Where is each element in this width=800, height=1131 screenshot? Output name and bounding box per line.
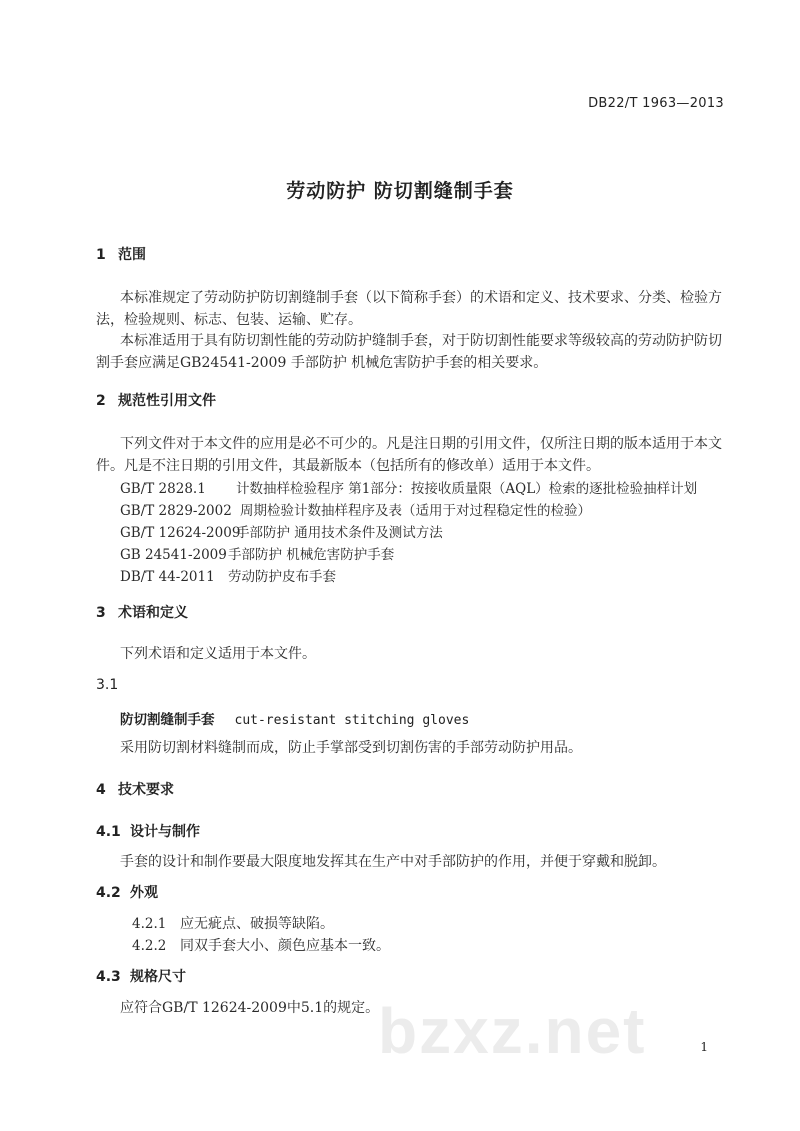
clause-item [132, 913, 334, 933]
paragraph-line: 法，检验规则、标志、包装、运输、贮存。 [96, 312, 362, 328]
paragraph-line: 本标准适用于具有防切割性能的劳动防护缝制手套，对于防切割性能要求等级较高的劳动防护防切 [120, 333, 722, 349]
paragraph-line: 下列术语和定义适用于本文件。 [120, 646, 316, 662]
section-title: 规范性引用文件 [118, 393, 216, 409]
term-english: cut-resistant stitching gloves [234, 713, 470, 728]
section-title: 范围 [118, 247, 146, 263]
subsection-4-1-heading [96, 821, 200, 841]
subsection-number: 4.3 [96, 969, 121, 985]
standard-code: DB22/T 1963—2013 [588, 96, 724, 111]
section-number: 2 [96, 393, 106, 409]
subsection-title: 设计与制作 [130, 824, 200, 840]
paragraph-line: 件。凡是不注日期的引用文件，其最新版本（包括所有的修改单）适用于本文件。 [96, 458, 600, 474]
reference-item [120, 565, 336, 585]
section-4-heading [96, 779, 174, 799]
term-entry [120, 708, 469, 728]
reference-item [120, 477, 697, 497]
reference-item [120, 499, 591, 519]
paragraph-line: 割手套应满足GB24541-2009 手部防护 机械危害防护手套的相关要求。 [96, 355, 548, 371]
watermark: bzxz.net [378, 995, 647, 1067]
section-number: 3 [96, 605, 106, 621]
paragraph-line: 本标准规定了劳动防护防切割缝制手套（以下简称手套）的术语和定义、技术要求、分类、检验方 [120, 290, 722, 306]
reference-title: 计数抽样检验程序 第1部分：按接收质量限（AQL）检索的逐批检验抽样计划 [236, 481, 698, 497]
paragraph-line: 下列文件对于本文件的应用是必不可少的。凡是注日期的引用文件，仅所注日期的版本适用于本文 [120, 436, 722, 452]
term-definition: 采用防切割材料缝制而成，防止手掌部受到切割伤害的手部劳动防护用品。 [120, 740, 582, 756]
clause-item [132, 935, 390, 955]
reference-code: DB/T 44-2011 [120, 569, 215, 585]
paragraph-line: 手套的设计和制作要最大限度地发挥其在生产中对手部防护的作用，并便于穿戴和脱卸。 [120, 854, 666, 870]
reference-code: GB 24541-2009 [120, 547, 227, 563]
reference-title: 手部防护 通用技术条件及测试方法 [236, 525, 443, 541]
subsection-title: 外观 [130, 885, 158, 901]
clause-number: 4.2.2 [132, 938, 167, 954]
reference-title: 手部防护 机械危害防护手套 [228, 547, 395, 563]
clause-number: 4.2.1 [132, 916, 167, 932]
section-title: 技术要求 [118, 782, 174, 798]
reference-code: GB/T 2828.1 [120, 481, 206, 497]
section-2-heading [96, 390, 216, 410]
term-chinese: 防切割缝制手套 [120, 712, 215, 728]
section-3-heading [96, 602, 188, 622]
reference-item [120, 521, 443, 541]
paragraph-line: 应符合GB/T 12624-2009中5.1的规定。 [120, 1000, 380, 1016]
section-number: 4 [96, 782, 106, 798]
section-1-heading [96, 244, 146, 264]
section-title: 术语和定义 [118, 605, 188, 621]
reference-code: GB/T 2829-2002 [120, 503, 232, 519]
subsection-title: 规格尺寸 [130, 969, 186, 985]
subsection-number: 4.1 [96, 824, 121, 840]
reference-code: GB/T 12624-2009 [120, 525, 241, 541]
reference-title: 周期检验计数抽样程序及表（适用于对过程稳定性的检验） [240, 503, 591, 519]
subsection-number: 4.2 [96, 885, 121, 901]
term-number: 3.1 [96, 677, 119, 693]
page-number: 1 [700, 1040, 708, 1054]
subsection-4-3-heading [96, 966, 186, 986]
reference-title: 劳动防护皮布手套 [228, 569, 336, 585]
document-title: 劳动防护 防切割缝制手套 [286, 180, 514, 202]
subsection-4-2-heading [96, 882, 158, 902]
clause-text: 同双手套大小、颜色应基本一致。 [180, 938, 390, 954]
section-number: 1 [96, 247, 106, 263]
reference-item [120, 543, 394, 563]
clause-text: 应无疵点、破损等缺陷。 [180, 916, 334, 932]
